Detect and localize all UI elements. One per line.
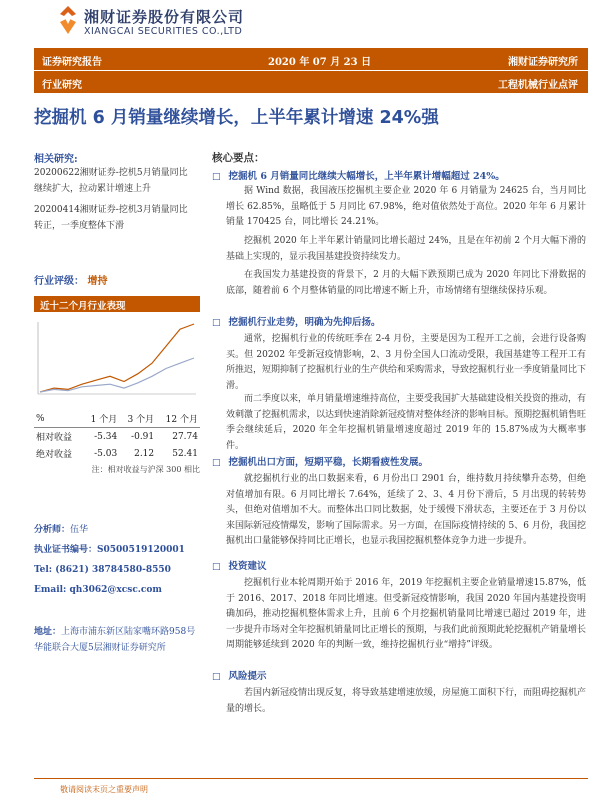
email-label: Email: — [34, 585, 67, 595]
bullet-icon: □ — [212, 672, 221, 682]
bullet-icon: □ — [212, 318, 221, 328]
paragraph: 据 Wind 数据，我国液压挖掘机主要企业 2020 年 6 月销量为 24625 台，当月同比增长 62.85%，虽略低于 5 月同比 67.98%，绝对值依然处于高位。2020 年年 6 月累计销量 170425 台，同比增长 24.21%。 — [226, 186, 586, 227]
section-heading-text: 挖掘机出口方面，短期平稳，长期看疲性发展。 — [228, 457, 429, 468]
report-date: 2020 年 07 月 23 日 — [268, 57, 372, 68]
table-header-cell: 1 个月 — [82, 410, 119, 428]
section-heading — [212, 668, 267, 682]
rating-label: 行业评级： — [34, 276, 84, 287]
address-label: 地址： — [34, 627, 62, 637]
paragraph: 而二季度以来，单月销量增速维持高位，主要受我国扩大基础建设相关投资的推动，有效刺激了挖掘机需求，以达到快速消除新冠疫情对整体经济的影响目标。预期挖掘机销售旺季会继续延后，2020 年全年挖掘机销量增速度超过 2019 年的 15.87%成为大概率事件。 — [226, 394, 587, 451]
address-text: 上海市浦东新区陆家嘴环路958号华能联合大厦5层湘财证券研究所 — [34, 627, 196, 653]
company-name-en: XIANGCAI SECURITIES CO.,LTD — [84, 26, 243, 37]
analyst-label: 分析师： — [34, 525, 71, 535]
series-line-1 — [40, 358, 194, 392]
bullet-icon: □ — [212, 458, 221, 468]
footer-divider — [34, 778, 588, 779]
paragraph: 挖掘机行业本轮周期开始于 2016 年，2019 年挖掘机主要企业销量增速15.87%，低于 2016、2017、2018 年同比增速。但受新冠疫情影响，我国 2020 年国内基建投资明确加码，推动挖掘机整体需求上升，且前 6 个月挖掘机销量同比增速已超过 2019 年，进一步提升市场对全年挖掘机销量同比正增长的预期，与我们此前预期此轮挖掘机产销量增长周期能够延续到 2020 年的判断一致，维持挖掘机行业“增持”评级。 — [226, 578, 587, 650]
rating-value: 增持 — [87, 276, 108, 287]
table-cell: 2.12 — [134, 448, 155, 459]
performance-chart — [34, 318, 200, 398]
core-points-label: 核心要点： — [212, 152, 265, 164]
disclaimer-link[interactable]: 敬请阅读末页之重要声明 — [60, 785, 148, 794]
row-label: 相对收益 — [36, 433, 73, 443]
table-header-cell: 12 个月 — [156, 410, 200, 428]
table-cell: 27.74 — [172, 431, 198, 442]
analyst-name: 伍华 — [70, 525, 89, 535]
report-title: 挖掘机 6 月销量继续增长，上半年累计增速 24%强 — [34, 108, 439, 128]
table-header-cell: % — [34, 410, 82, 428]
tel-label: Tel: — [34, 565, 53, 575]
performance-table — [34, 410, 200, 462]
related-item[interactable]: 20200622湘财证券-挖机5月销量同比继续扩大，拉动累计增速上升 — [34, 168, 188, 194]
table-cell: -5.03 — [94, 448, 118, 459]
row-label: 绝对收益 — [36, 450, 73, 460]
table-cell: -5.34 — [94, 431, 118, 442]
paragraph: 在我国发力基建投资的背景下，2 月的大幅下跌预期已成为 2020 年同比下滑数据的底部，随着前 6 个月整体销量的同比增速不断上升，市场情绪有望继续保持乐观。 — [226, 270, 586, 296]
bullet-icon: □ — [212, 562, 221, 572]
cert-label: 执业证书编号： — [34, 545, 98, 555]
related-research-label: 相关研究: — [34, 154, 78, 165]
address-block — [34, 624, 200, 656]
company-logo-icon — [56, 4, 80, 36]
series-line-0 — [40, 324, 194, 392]
email-address[interactable]: qh3062@xcsc.com — [69, 585, 162, 595]
paragraph: 通常，挖掘机行业的传统旺季在 2-4 月份，主要是因为工程开工之前，会进行设备购买。但 20202 年受新冠疫情影响，2、3 月份全国人口流动受限，我国基建等工程开工有所推迟，短期抑制了挖掘机行业的生产供给和采购需求，导致挖掘机行业一季度销量同比下滑。 — [226, 334, 587, 391]
related-item[interactable]: 20200414湘财证券-挖机3月销量同比转正，一季度整体下滑 — [34, 205, 188, 231]
bullet-icon: □ — [212, 172, 221, 182]
performance-title: 近十二个月行业表现 — [34, 296, 200, 312]
paragraph: 若国内新冠疫情出现反复，将导致基建增速放缓，房屋施工面积下行，而阻碍挖掘机产量的增长。 — [226, 688, 587, 714]
paragraph: 挖掘机 2020 年上半年累计销量同比增长超过 24%，且是在年初前 2 个月大幅下滑的基础上实现的，显示我国基建投资持续发力。 — [226, 236, 586, 262]
performance-note: 注：相对收益与沪深 300 相比 — [91, 465, 200, 474]
section-heading-text: 风险提示 — [228, 671, 267, 682]
table-row — [34, 445, 200, 462]
table-header-cell: 3 个月 — [119, 410, 156, 428]
report-header — [0, 0, 600, 44]
company-name-cn: 湘财证券股份有限公司 — [84, 8, 245, 26]
analyst-info — [34, 520, 204, 600]
tel-number: (8621) 38784580-8550 — [55, 565, 171, 575]
section-heading-text: 挖掘机 6 月销量同比继续大幅增长，上半年累计增幅超过 24%。 — [228, 171, 505, 182]
report-type: 证券研究报告 — [42, 57, 102, 68]
report-subtype: 工程机械行业点评 — [498, 80, 578, 91]
research-category: 行业研究 — [42, 80, 82, 91]
section-heading — [212, 168, 505, 182]
report-category-bar — [34, 71, 588, 93]
section-heading — [212, 314, 381, 328]
related-research-list — [34, 166, 194, 234]
section-heading-text: 挖掘机行业走势，明确为先抑后扬。 — [228, 317, 381, 328]
table-header-row — [34, 410, 200, 428]
paragraph: 就挖掘机行业的出口数据来看，6 月份出口 2901 台，维持数月持续攀升态势，但绝对值增加有限。6 月同比增长 7.64%，延续了 2、3、4 月份下滑后，5 月出现的转转势头，但绝对值增加不大。而整体出口同比数据，处于缓慢下滑状态，主要还在于 3 月份以来国际新冠疫情爆发，影响了国际需求。另一方面，在国际疫情持续的 5、6 月份，我国挖掘机出口量能够保持同比正增长，也显示我国挖掘机整体竞争力进一步提升。 — [226, 474, 586, 546]
table-cell: -0.91 — [131, 431, 155, 442]
report-info-bar — [34, 48, 588, 70]
research-institute: 湘财证券研究所 — [508, 57, 578, 68]
table-cell: 52.41 — [172, 448, 198, 459]
section-heading — [212, 454, 428, 468]
section-heading-text: 投资建议 — [228, 561, 267, 572]
related-label-wrap — [34, 150, 202, 165]
industry-rating — [34, 272, 194, 287]
section-heading — [212, 558, 267, 572]
cert-number: S0500519120001 — [97, 545, 185, 555]
table-row — [34, 428, 200, 446]
